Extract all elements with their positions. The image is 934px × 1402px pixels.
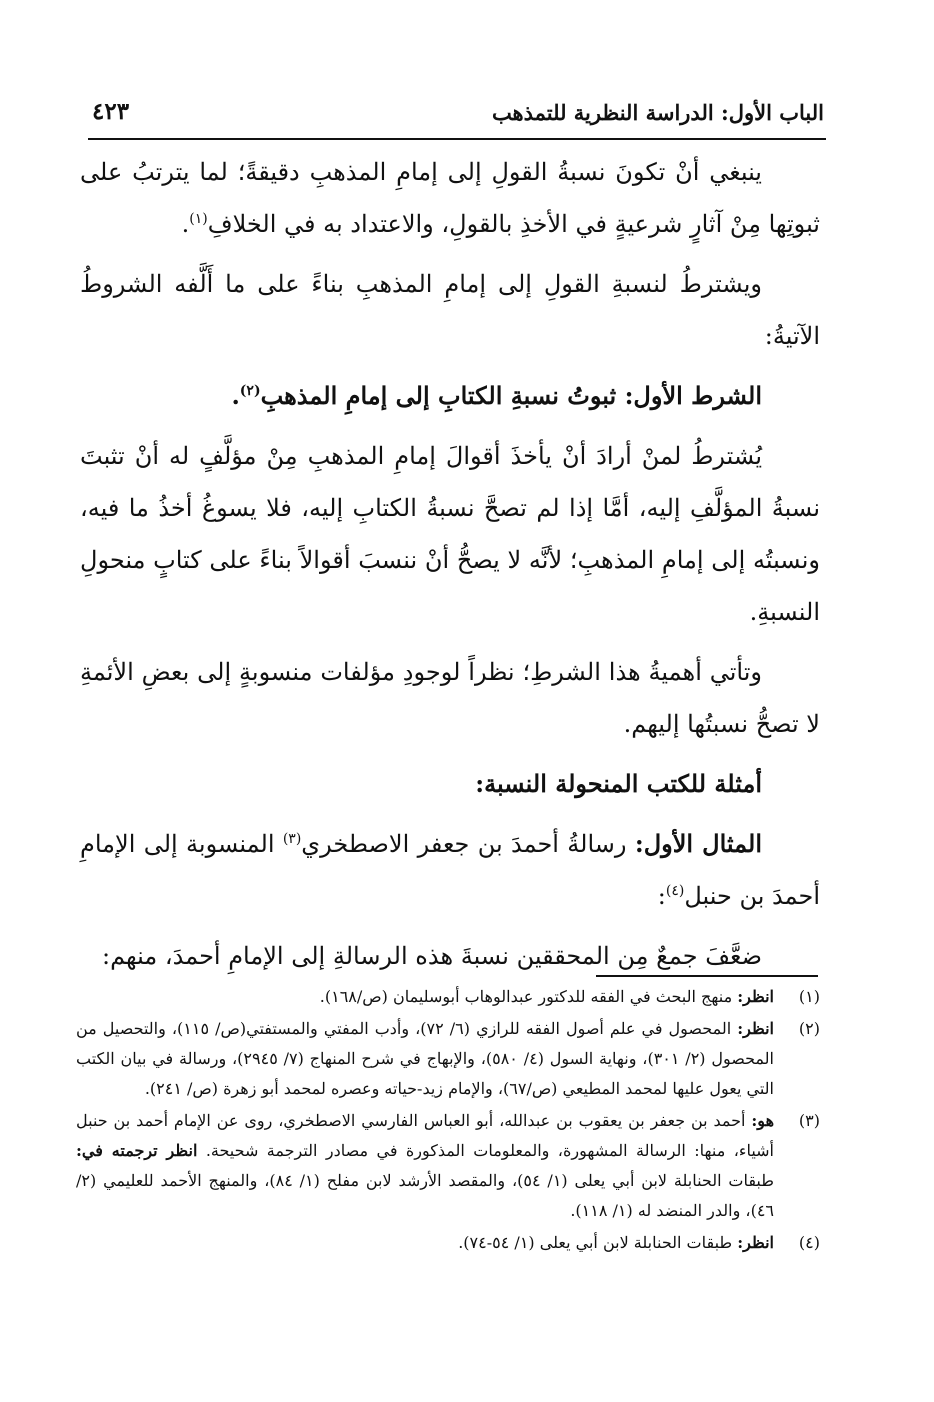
footnote-4 [76,1228,820,1258]
footnote-number: (٤) [798,1233,820,1252]
paragraph-attribution-requirement: يُشترطُ لمنْ أرادَ أنْ يأخذَ أقوالَ إمامِ المذهبِ مِنْ مؤلَّفٍ له أنْ تثبتَ نسبةُ المؤلَّفِ إليه، أمَّا إذا لم تصحَّ نسبةُ الكتابِ إليه، فلا يسوغُ أخذُ ما فيه، ونسبتُه إلى إمامِ المذهبِ؛ لأنَّه لا يصحُّ أنْ ننسبَ أقوالاً بناءً على كتابٍ منحولِ النسبةِ. [80,442,820,626]
subheading-text: الشرط الأول: ثبوتُ نسبةِ الكتابِ إلى إمامِ المذهبِ [260,381,762,410]
footnote-label: انظر: [737,1233,774,1252]
footnotes [76,982,820,1260]
running-header [92,98,824,134]
example-label: المثال الأول: [634,829,762,858]
footnote-2 [76,1014,820,1104]
footnote-3 [76,1106,820,1226]
footnote-ref-3[interactable]: (٣) [282,831,302,847]
subheading-examples: أمثلة للكتب المنحولة النسبة: [475,769,762,798]
footnote-label: انظر: [737,1019,774,1038]
example-text: رسالةُ أحمدَ بن جعفر الاصطخري [301,830,635,858]
footnote-label-biography: انظر ترجمته في: [76,1141,198,1160]
subheading-first-condition [80,370,820,422]
paragraph-importance: وتأتي أهميةُ هذا الشرطِ؛ نظراً لوجودِ مؤلفات منسوبةٍ إلى بعضِ الأئمةِ لا تصحُّ نسبتُها إليهم. [80,658,820,738]
footnote-label: انظر: [737,987,774,1006]
paragraph-end: . [181,210,190,238]
footnote-ref-4[interactable]: (٤) [665,883,685,899]
example-text-continued: المنسوبة إلى الإمامِ أحمدَ بن حنبل [80,830,820,910]
footnote-number: (١) [798,987,820,1006]
chapter-title: الباب الأول: الدراسة النظرية للتمذهب [491,100,824,125]
footnote-label: هو: [751,1111,774,1130]
footnote-number: (٢) [798,1019,820,1038]
subheading-end: . [231,381,240,410]
footnote-1 [76,982,820,1012]
paragraph-text: ينبغي أنْ تكونَ نسبةُ القولِ إلى إمامِ المذهبِ دقيقةً؛ لما يترتبُ على ثبوتِها مِنْ آثارٍ شرعيةٍ في الأخذِ بالقولِ، والاعتداد به في الخلافِ [80,158,820,238]
page-number: ٤٢٣ [92,98,130,125]
footnote-number: (٣) [798,1111,820,1130]
footnote-ref-1[interactable]: (١) [189,211,208,227]
footnote-divider [596,975,818,977]
main-text [80,146,820,990]
footnote-text: أحمد بن جعفر بن يعقوب بن عبدالله، أبو العباس الفارسي الاصطخري، روى عن الإمام أحمد بن حنبل أشياء، منها: الرسالة المشهورة، والمعلومات المذكورة في مصادر الترجمة شحيحة. [76,1111,774,1160]
paragraph-first-example [80,818,820,922]
footnote-text: المحصول في علم أصول الفقه للرازي (٦/ ٧٢)، وأدب المفتي والمستفتي(ص/ ١١٥)، والتحصيل من المحصول (٢/ ٣٠١)، ونهاية السول (٤/ ٥٨٠)، والإبهاج في شرح المنهاج (٧/ ٢٩٤٥)، ورسالة في بيان الكتب التي يعول عليها لمحمد المطيعي (ص/٦٧)، والإمام زيد-حياته وعصره لمحمد أبو زهرة (ص/ ٢٤١). [76,1019,774,1098]
paragraph-accuracy [80,146,820,250]
example-end: : [657,882,666,910]
footnote-text: منهج البحث في الفقه للدكتور عبدالوهاب أبوسليمان (ص/١٦٨). [319,987,738,1006]
paragraph-weakened-attribution: ضعَّفَ جمعٌ مِن المحققين نسبةَ هذه الرسالةِ إلى الإمامِ أحمدَ، منهم: [102,942,762,970]
footnote-text: طبقات الحنابلة لابن أبي يعلى (١/ ٥٤-٧٤). [458,1233,738,1252]
footnote-text-sources: طبقات الحنابلة لابن أبي يعلى (١/ ٥٤)، والمقصد الأرشد لابن مفلح (١/ ٨٤)، والمنهج الأحمد للعليمي (٢/ ٤٦)، والدر المنضد له (١/ ١١٨). [76,1171,774,1220]
header-divider [88,138,826,140]
footnote-ref-2[interactable]: (٢) [239,383,261,399]
paragraph-conditions: ويشترطُ لنسبةِ القولِ إلى إمامِ المذهبِ بناءً على ما أَلَّفه الشروطُ الآتيةُ: [80,270,820,350]
